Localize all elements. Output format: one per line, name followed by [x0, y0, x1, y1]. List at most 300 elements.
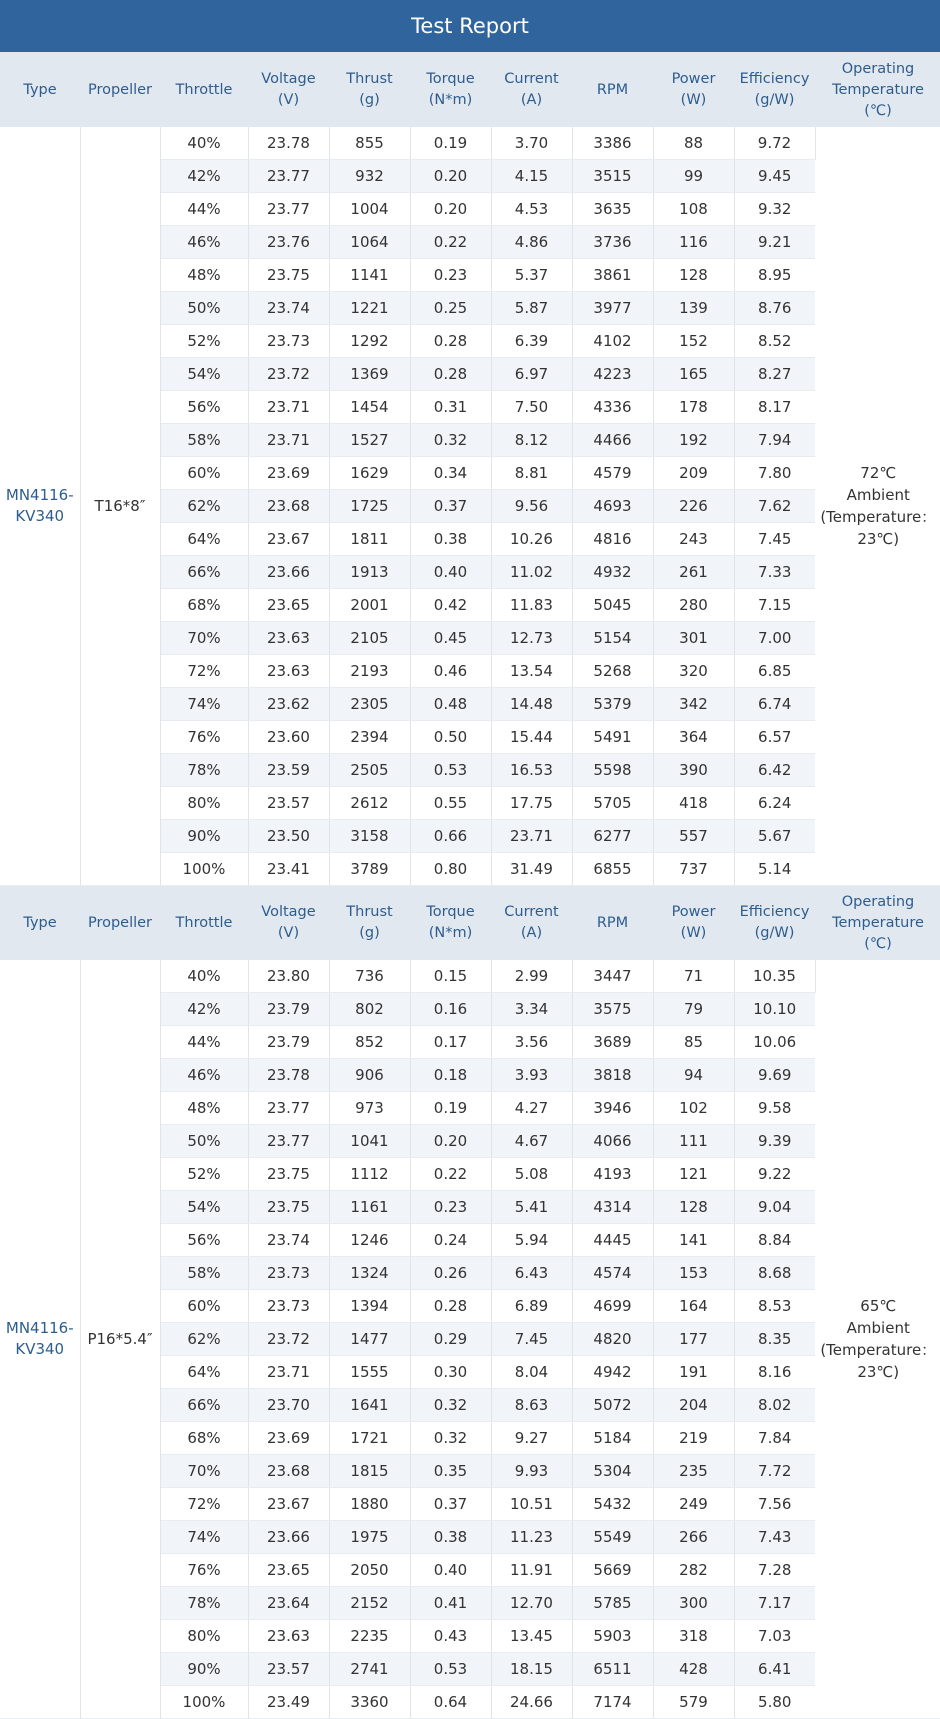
- power-value: 342: [653, 688, 734, 721]
- efficiency-value: 6.24: [734, 787, 815, 820]
- throttle-value: 70%: [160, 1455, 248, 1488]
- current-value: 8.12: [491, 424, 572, 457]
- efficiency-value: 9.22: [734, 1158, 815, 1191]
- voltage-value: 23.67: [248, 523, 329, 556]
- efficiency-value: 7.03: [734, 1620, 815, 1653]
- thrust-value: 3789: [329, 853, 410, 886]
- header-label: RPM: [596, 81, 629, 98]
- current-value: 3.56: [491, 1026, 572, 1059]
- rpm-value: 3689: [572, 1026, 653, 1059]
- thrust-value: 1880: [329, 1488, 410, 1521]
- power-value: 418: [653, 787, 734, 820]
- efficiency-value: 8.16: [734, 1356, 815, 1389]
- throttle-value: 74%: [160, 1521, 248, 1554]
- efficiency-value: 7.00: [734, 622, 815, 655]
- current-value: 10.51: [491, 1488, 572, 1521]
- rpm-value: 7174: [572, 1686, 653, 1719]
- voltage-value: 23.66: [248, 1521, 329, 1554]
- throttle-value: 54%: [160, 1191, 248, 1224]
- torque-value: 0.28: [410, 325, 491, 358]
- header-power: [653, 53, 734, 127]
- rpm-value: 3386: [572, 127, 653, 160]
- throttle-value: 60%: [160, 1290, 248, 1323]
- torque-value: 0.28: [410, 358, 491, 391]
- rpm-value: 5705: [572, 787, 653, 820]
- header-label: (V): [277, 92, 300, 108]
- header-label: (V): [277, 925, 300, 941]
- throttle-value: 74%: [160, 688, 248, 721]
- current-value: 16.53: [491, 754, 572, 787]
- throttle-value: 90%: [160, 1653, 248, 1686]
- thrust-value: 2152: [329, 1587, 410, 1620]
- header-current: [491, 886, 572, 960]
- rpm-value: 4816: [572, 523, 653, 556]
- thrust-value: 1292: [329, 325, 410, 358]
- throttle-value: 68%: [160, 1422, 248, 1455]
- thrust-value: 1454: [329, 391, 410, 424]
- header-power: [653, 886, 734, 960]
- torque-value: 0.38: [410, 523, 491, 556]
- rpm-value: 4336: [572, 391, 653, 424]
- efficiency-value: 10.35: [734, 960, 815, 993]
- throttle-value: 100%: [160, 853, 248, 886]
- torque-value: 0.31: [410, 391, 491, 424]
- power-value: 128: [653, 1191, 734, 1224]
- voltage-value: 23.79: [248, 993, 329, 1026]
- header-label: Thrust: [346, 71, 393, 87]
- thrust-value: 1161: [329, 1191, 410, 1224]
- efficiency-value: 8.84: [734, 1224, 815, 1257]
- power-value: 79: [653, 993, 734, 1026]
- torque-value: 0.53: [410, 1653, 491, 1686]
- power-value: 85: [653, 1026, 734, 1059]
- voltage-value: 23.73: [248, 1290, 329, 1323]
- voltage-value: 23.71: [248, 1356, 329, 1389]
- throttle-value: 62%: [160, 1323, 248, 1356]
- torque-value: 0.35: [410, 1455, 491, 1488]
- header-label: (A): [520, 925, 543, 941]
- power-value: 364: [653, 721, 734, 754]
- efficiency-value: 7.45: [734, 523, 815, 556]
- voltage-value: 23.79: [248, 1026, 329, 1059]
- torque-value: 0.40: [410, 1554, 491, 1587]
- voltage-value: 23.65: [248, 589, 329, 622]
- power-value: 164: [653, 1290, 734, 1323]
- current-value: 7.45: [491, 1323, 572, 1356]
- current-value: 11.02: [491, 556, 572, 589]
- voltage-value: 23.69: [248, 1422, 329, 1455]
- rpm-value: 4066: [572, 1125, 653, 1158]
- efficiency-value: 9.45: [734, 160, 815, 193]
- torque-value: 0.22: [410, 1158, 491, 1191]
- torque-value: 0.46: [410, 655, 491, 688]
- propeller-cell: [80, 127, 160, 886]
- thrust-value: 1629: [329, 457, 410, 490]
- header-label: Efficiency: [739, 904, 810, 920]
- header-operating-temperature: [815, 886, 940, 960]
- voltage-value: 23.73: [248, 325, 329, 358]
- throttle-value: 100%: [160, 1686, 248, 1719]
- torque-value: 0.20: [410, 1125, 491, 1158]
- torque-value: 0.22: [410, 226, 491, 259]
- rpm-value: 5903: [572, 1620, 653, 1653]
- current-value: 18.15: [491, 1653, 572, 1686]
- thrust-value: 932: [329, 160, 410, 193]
- thrust-value: 1394: [329, 1290, 410, 1323]
- header-label: Current: [504, 904, 559, 920]
- efficiency-value: 5.67: [734, 820, 815, 853]
- throttle-value: 56%: [160, 391, 248, 424]
- throttle-value: 64%: [160, 1356, 248, 1389]
- rpm-value: 4314: [572, 1191, 653, 1224]
- torque-value: 0.42: [410, 589, 491, 622]
- thrust-value: 1041: [329, 1125, 410, 1158]
- power-value: 261: [653, 556, 734, 589]
- thrust-value: 1811: [329, 523, 410, 556]
- throttle-value: 66%: [160, 556, 248, 589]
- voltage-value: 23.77: [248, 193, 329, 226]
- efficiency-value: 8.68: [734, 1257, 815, 1290]
- efficiency-value: 6.41: [734, 1653, 815, 1686]
- power-value: 301: [653, 622, 734, 655]
- header-label: (g/W): [754, 92, 795, 108]
- thrust-value: 1246: [329, 1224, 410, 1257]
- rpm-value: 5785: [572, 1587, 653, 1620]
- efficiency-value: 10.10: [734, 993, 815, 1026]
- header-label: Temperature: [832, 81, 924, 98]
- header-label: Thrust: [346, 904, 393, 920]
- current-value: 11.91: [491, 1554, 572, 1587]
- thrust-value: 1913: [329, 556, 410, 589]
- efficiency-value: 8.27: [734, 358, 815, 391]
- torque-value: 0.15: [410, 960, 491, 993]
- rpm-value: 3818: [572, 1059, 653, 1092]
- throttle-value: 40%: [160, 960, 248, 993]
- header-label: Torque: [426, 71, 475, 87]
- header-label: (A): [520, 92, 543, 108]
- torque-value: 0.28: [410, 1290, 491, 1323]
- power-value: 579: [653, 1686, 734, 1719]
- voltage-value: 23.63: [248, 1620, 329, 1653]
- temperature-line: Ambient: [846, 486, 910, 504]
- header-label: Type: [23, 914, 57, 931]
- current-value: 5.37: [491, 259, 572, 292]
- torque-value: 0.26: [410, 1257, 491, 1290]
- voltage-value: 23.57: [248, 1653, 329, 1686]
- current-value: 23.71: [491, 820, 572, 853]
- voltage-value: 23.65: [248, 1554, 329, 1587]
- thrust-value: 1815: [329, 1455, 410, 1488]
- torque-value: 0.37: [410, 1488, 491, 1521]
- thrust-value: 1064: [329, 226, 410, 259]
- torque-value: 0.45: [410, 622, 491, 655]
- current-value: 14.48: [491, 688, 572, 721]
- throttle-value: 40%: [160, 127, 248, 160]
- power-value: 177: [653, 1323, 734, 1356]
- current-value: 6.97: [491, 358, 572, 391]
- efficiency-value: 10.06: [734, 1026, 815, 1059]
- propeller-label: P16*5.4″: [87, 1330, 153, 1348]
- rpm-value: 5072: [572, 1389, 653, 1422]
- thrust-value: 1112: [329, 1158, 410, 1191]
- thrust-value: 3360: [329, 1686, 410, 1719]
- torque-value: 0.25: [410, 292, 491, 325]
- temperature-line: Ambient: [846, 1319, 910, 1337]
- throttle-value: 64%: [160, 523, 248, 556]
- motor-type-cell: [0, 127, 80, 886]
- power-value: 94: [653, 1059, 734, 1092]
- voltage-value: 23.62: [248, 688, 329, 721]
- power-value: 209: [653, 457, 734, 490]
- throttle-value: 72%: [160, 655, 248, 688]
- voltage-value: 23.60: [248, 721, 329, 754]
- efficiency-value: 7.72: [734, 1455, 815, 1488]
- header-throttle: [160, 53, 248, 127]
- rpm-value: 5268: [572, 655, 653, 688]
- efficiency-value: 7.84: [734, 1422, 815, 1455]
- torque-value: 0.43: [410, 1620, 491, 1653]
- thrust-value: 973: [329, 1092, 410, 1125]
- current-value: 2.99: [491, 960, 572, 993]
- throttle-value: 48%: [160, 1092, 248, 1125]
- power-value: 249: [653, 1488, 734, 1521]
- efficiency-value: 6.57: [734, 721, 815, 754]
- header-torque: [410, 53, 491, 127]
- power-value: 191: [653, 1356, 734, 1389]
- header-label: Operating: [841, 893, 915, 910]
- header-voltage: [248, 53, 329, 127]
- current-value: 3.34: [491, 993, 572, 1026]
- rpm-value: 3447: [572, 960, 653, 993]
- header-row: [0, 886, 940, 960]
- voltage-value: 23.74: [248, 292, 329, 325]
- current-value: 5.87: [491, 292, 572, 325]
- header-rpm: [572, 53, 653, 127]
- table-body: [0, 960, 940, 1719]
- rpm-value: 5304: [572, 1455, 653, 1488]
- header-label: Power: [671, 71, 716, 87]
- power-value: 141: [653, 1224, 734, 1257]
- throttle-value: 58%: [160, 424, 248, 457]
- efficiency-value: 8.76: [734, 292, 815, 325]
- header-label: (W): [680, 925, 707, 941]
- header-label: Voltage: [261, 904, 316, 920]
- efficiency-value: 9.32: [734, 193, 815, 226]
- temperature-line: (Temperature：: [820, 508, 937, 526]
- header-label: Propeller: [87, 81, 153, 98]
- current-value: 13.54: [491, 655, 572, 688]
- voltage-value: 23.63: [248, 655, 329, 688]
- power-value: 243: [653, 523, 734, 556]
- efficiency-value: 9.21: [734, 226, 815, 259]
- table-header: [0, 53, 940, 127]
- thrust-value: 2741: [329, 1653, 410, 1686]
- throttle-value: 50%: [160, 292, 248, 325]
- motor-type-cell: [0, 960, 80, 1719]
- power-value: 428: [653, 1653, 734, 1686]
- torque-value: 0.19: [410, 1092, 491, 1125]
- voltage-value: 23.66: [248, 556, 329, 589]
- motor-type-label: MN4116-: [5, 1319, 74, 1337]
- thrust-value: 2235: [329, 1620, 410, 1653]
- power-value: 300: [653, 1587, 734, 1620]
- efficiency-value: 9.72: [734, 127, 815, 160]
- torque-value: 0.16: [410, 993, 491, 1026]
- efficiency-value: 7.62: [734, 490, 815, 523]
- torque-value: 0.32: [410, 1422, 491, 1455]
- efficiency-value: 7.28: [734, 1554, 815, 1587]
- report-sections: [0, 53, 940, 1719]
- current-value: 6.39: [491, 325, 572, 358]
- header-label: (g): [359, 925, 380, 941]
- power-value: 320: [653, 655, 734, 688]
- rpm-value: 5045: [572, 589, 653, 622]
- thrust-value: 2394: [329, 721, 410, 754]
- header-rpm: [572, 886, 653, 960]
- throttle-value: 66%: [160, 1389, 248, 1422]
- thrust-value: 2193: [329, 655, 410, 688]
- throttle-value: 42%: [160, 160, 248, 193]
- thrust-value: 2050: [329, 1554, 410, 1587]
- header-label: (g): [359, 92, 380, 108]
- current-value: 9.27: [491, 1422, 572, 1455]
- efficiency-value: 5.14: [734, 853, 815, 886]
- power-value: 102: [653, 1092, 734, 1125]
- current-value: 9.93: [491, 1455, 572, 1488]
- efficiency-value: 7.43: [734, 1521, 815, 1554]
- rpm-value: 4579: [572, 457, 653, 490]
- torque-value: 0.40: [410, 556, 491, 589]
- torque-value: 0.17: [410, 1026, 491, 1059]
- thrust-value: 1721: [329, 1422, 410, 1455]
- power-value: 152: [653, 325, 734, 358]
- header-label: Temperature: [832, 914, 924, 931]
- throttle-value: 44%: [160, 193, 248, 226]
- voltage-value: 23.68: [248, 490, 329, 523]
- voltage-value: 23.41: [248, 853, 329, 886]
- torque-value: 0.66: [410, 820, 491, 853]
- header-label: (W): [680, 92, 707, 108]
- current-value: 8.04: [491, 1356, 572, 1389]
- current-value: 4.53: [491, 193, 572, 226]
- power-value: 165: [653, 358, 734, 391]
- thrust-value: 2612: [329, 787, 410, 820]
- header-label: (N*m): [428, 925, 473, 941]
- torque-value: 0.23: [410, 259, 491, 292]
- efficiency-value: 5.80: [734, 1686, 815, 1719]
- torque-value: 0.20: [410, 193, 491, 226]
- thrust-value: 2105: [329, 622, 410, 655]
- rpm-value: 3515: [572, 160, 653, 193]
- efficiency-value: 8.17: [734, 391, 815, 424]
- header-label: Operating: [841, 60, 915, 77]
- power-value: 128: [653, 259, 734, 292]
- thrust-value: 1725: [329, 490, 410, 523]
- rpm-value: 4223: [572, 358, 653, 391]
- voltage-value: 23.77: [248, 160, 329, 193]
- header-label: (N*m): [428, 92, 473, 108]
- voltage-value: 23.70: [248, 1389, 329, 1422]
- power-value: 88: [653, 127, 734, 160]
- rpm-value: 3861: [572, 259, 653, 292]
- efficiency-value: 6.42: [734, 754, 815, 787]
- torque-value: 0.53: [410, 754, 491, 787]
- power-value: 282: [653, 1554, 734, 1587]
- power-value: 121: [653, 1158, 734, 1191]
- rpm-value: 4445: [572, 1224, 653, 1257]
- power-value: 235: [653, 1455, 734, 1488]
- header-label: Propeller: [87, 914, 153, 931]
- voltage-value: 23.75: [248, 1191, 329, 1224]
- throttle-value: 72%: [160, 1488, 248, 1521]
- rpm-value: 5491: [572, 721, 653, 754]
- current-value: 4.27: [491, 1092, 572, 1125]
- throttle-value: 52%: [160, 325, 248, 358]
- voltage-value: 23.67: [248, 1488, 329, 1521]
- voltage-value: 23.50: [248, 820, 329, 853]
- torque-value: 0.41: [410, 1587, 491, 1620]
- rpm-value: 5598: [572, 754, 653, 787]
- torque-value: 0.38: [410, 1521, 491, 1554]
- operating-temperature-cell: [815, 960, 940, 1719]
- power-value: 390: [653, 754, 734, 787]
- current-value: 15.44: [491, 721, 572, 754]
- temperature-line: 23℃): [857, 1363, 900, 1381]
- throttle-value: 70%: [160, 622, 248, 655]
- power-value: 219: [653, 1422, 734, 1455]
- rpm-value: 5379: [572, 688, 653, 721]
- efficiency-value: 7.15: [734, 589, 815, 622]
- throttle-value: 48%: [160, 259, 248, 292]
- power-value: 178: [653, 391, 734, 424]
- header-label: Efficiency: [739, 71, 810, 87]
- efficiency-value: 9.39: [734, 1125, 815, 1158]
- thrust-value: 906: [329, 1059, 410, 1092]
- voltage-value: 23.71: [248, 424, 329, 457]
- test-table-1: [0, 53, 940, 886]
- header-propeller: [80, 53, 160, 127]
- header-label: RPM: [596, 914, 629, 931]
- header-label: Voltage: [261, 71, 316, 87]
- torque-value: 0.24: [410, 1224, 491, 1257]
- header-type: [0, 53, 80, 127]
- efficiency-value: 7.17: [734, 1587, 815, 1620]
- efficiency-value: 6.74: [734, 688, 815, 721]
- temperature-line: 65℃: [860, 1297, 897, 1315]
- throttle-value: 56%: [160, 1224, 248, 1257]
- header-operating-temperature: [815, 53, 940, 127]
- throttle-value: 62%: [160, 490, 248, 523]
- thrust-value: 1141: [329, 259, 410, 292]
- rpm-value: 6277: [572, 820, 653, 853]
- rpm-value: 4693: [572, 490, 653, 523]
- power-value: 280: [653, 589, 734, 622]
- header-efficiency: [734, 53, 815, 127]
- rpm-value: 4102: [572, 325, 653, 358]
- header-label: (℃): [864, 935, 892, 952]
- current-value: 7.50: [491, 391, 572, 424]
- voltage-value: 23.78: [248, 1059, 329, 1092]
- rpm-value: 3977: [572, 292, 653, 325]
- efficiency-value: 9.04: [734, 1191, 815, 1224]
- voltage-value: 23.75: [248, 259, 329, 292]
- torque-value: 0.64: [410, 1686, 491, 1719]
- efficiency-value: 8.95: [734, 259, 815, 292]
- table-row: [0, 960, 940, 993]
- header-label: Throttle: [175, 81, 233, 98]
- voltage-value: 23.78: [248, 127, 329, 160]
- throttle-value: 46%: [160, 1059, 248, 1092]
